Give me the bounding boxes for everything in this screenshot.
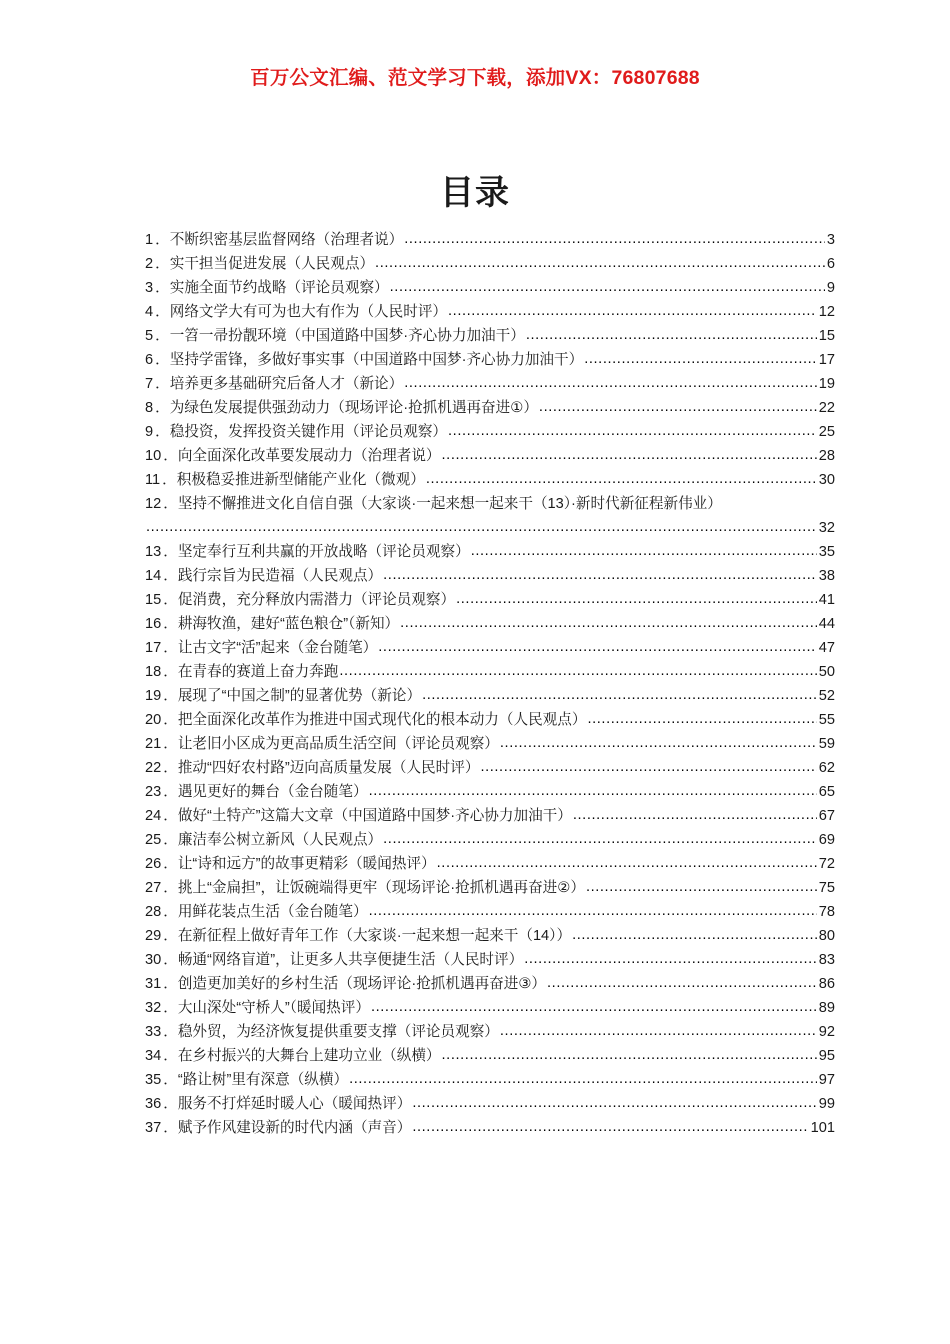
- toc-leader-dots: [404, 372, 817, 395]
- toc-entry[interactable]: [145, 732, 835, 756]
- toc-entry-number: 19: [145, 688, 162, 704]
- toc-entry-page-number: 35: [818, 544, 835, 560]
- toc-entry[interactable]: [145, 1020, 835, 1044]
- toc-entry-page-number: 101: [810, 1120, 835, 1136]
- toc-entry-number: 35: [145, 1072, 162, 1088]
- toc-entry-page-number: 99: [818, 1096, 835, 1112]
- toc-leader-dots: [584, 348, 817, 371]
- toc-entry-title: ．实施全面节约战略（评论员观察）: [155, 280, 389, 296]
- toc-leader-dots: [480, 756, 816, 779]
- toc-entry[interactable]: [145, 756, 835, 780]
- toc-entry-number: 29: [145, 928, 162, 944]
- toc-entry-title: ．积极稳妥推进新型储能产业化（微观）: [162, 472, 425, 488]
- toc-entry-title: ．稳投资，发挥投资关键作用（评论员观察）: [155, 424, 448, 440]
- toc-entry[interactable]: [145, 900, 835, 924]
- toc-leader-dots: [448, 300, 817, 323]
- toc-entry-page-number: 19: [818, 376, 835, 392]
- toc-entry[interactable]: [145, 324, 835, 348]
- toc-entry-title: ．用鲜花装点生活（金台随笔）: [163, 904, 368, 920]
- toc-entry-title: ．网络文学大有可为也大有作为（人民时评）: [155, 304, 448, 320]
- toc-entry[interactable]: [145, 684, 835, 708]
- toc-entry[interactable]: [145, 1116, 835, 1140]
- toc-entry-page-number: 15: [818, 328, 835, 344]
- toc-entry-page-number: 86: [818, 976, 835, 992]
- toc-entry-number: 4: [145, 304, 154, 320]
- toc-entry-page-number: 38: [818, 568, 835, 584]
- toc-entry-page-number: 62: [818, 760, 835, 776]
- toc-leader-dots: [400, 612, 817, 635]
- toc-entry-page-number: 92: [818, 1024, 835, 1040]
- toc-entry-page-number: 78: [818, 904, 835, 920]
- toc-entry-number: 7: [145, 376, 154, 392]
- toc-entry-page-number: 25: [818, 424, 835, 440]
- toc-entry-page-number: 55: [818, 712, 835, 728]
- toc-entry-number: 37: [145, 1120, 162, 1136]
- toc-leader-dots: [426, 468, 817, 491]
- toc-leader-dots: [371, 996, 817, 1019]
- toc-entry-number: 23: [145, 784, 162, 800]
- toc-entry-title: ．促消费，充分释放内需潜力（评论员观察）: [163, 592, 456, 608]
- toc-entry-title: ．为绿色发展提供强劲动力（现场评论·抢抓机遇再奋进①）: [155, 400, 538, 416]
- toc-entry-number: 32: [145, 1000, 162, 1016]
- toc-leader-dots: [146, 515, 817, 539]
- toc-entry-number: 5: [145, 328, 154, 344]
- toc-entry-title: ．把全面深化改革作为推进中国式现代化的根本动力（人民观点）: [163, 712, 587, 728]
- toc-entry-number: 13: [145, 544, 162, 560]
- toc-entry-title: ．让“诗和远方”的故事更精彩（暖闻热评）: [163, 856, 436, 872]
- toc-leader-dots: [442, 444, 817, 467]
- toc-entry-number: 27: [145, 880, 162, 896]
- toc-entry-number: 18: [145, 664, 162, 680]
- toc-leader-dots: [547, 972, 817, 995]
- toc-entry[interactable]: [145, 228, 835, 252]
- toc-entry[interactable]: [145, 468, 835, 492]
- toc-entry-number: 24: [145, 808, 162, 824]
- toc-leader-dots: [587, 708, 816, 731]
- toc-entry-title: ．稳外贸，为经济恢复提供重要支撑（评论员观察）: [163, 1024, 499, 1040]
- toc-entry-page-number: 41: [818, 592, 835, 608]
- toc-entry[interactable]: [145, 996, 835, 1020]
- toc-entry-number: 9: [145, 424, 154, 440]
- toc-entry-title: ．推动“四好农村路”迈向高质量发展（人民时评）: [163, 760, 480, 776]
- toc-entry-title: ．大山深处“守桥人”（暖闻热评）: [163, 1000, 370, 1016]
- toc-entry[interactable]: [145, 348, 835, 372]
- toc-leader-dots: [471, 540, 817, 563]
- toc-entry-title: ．畅通“网络盲道”，让更多人共享便捷生活（人民时评）: [163, 952, 524, 968]
- toc-entry-page-number: 80: [818, 928, 835, 944]
- toc-entry-title: ．“路让树”里有深意（纵横）: [163, 1072, 349, 1088]
- toc-entry-number: 10: [145, 448, 162, 464]
- page-title: 目录: [440, 174, 510, 212]
- toc-entry[interactable]: [145, 420, 835, 444]
- toc-entry-number: 15: [145, 592, 162, 608]
- toc-entry[interactable]: [145, 372, 835, 396]
- toc-entry-page-number: 17: [818, 352, 835, 368]
- toc-entry-page-number: 22: [818, 400, 835, 416]
- toc-leader-dots: [375, 252, 825, 275]
- toc-entry[interactable]: [145, 564, 835, 588]
- toc-entry-page-number: 47: [818, 640, 835, 656]
- toc-entry[interactable]: [145, 876, 835, 900]
- toc-leader-dots: [524, 948, 817, 971]
- toc-leader-dots: [390, 276, 825, 299]
- toc-entry-number: 8: [145, 400, 154, 416]
- toc-leader-dots: [539, 396, 817, 419]
- toc-entry-page-number: 3: [826, 232, 835, 248]
- toc-entry[interactable]: [145, 708, 835, 732]
- toc-entry-number: 3: [145, 280, 154, 296]
- toc-leader-dots: [456, 588, 817, 611]
- toc-entry-title: ．践行宗旨为民造福（人民观点）: [163, 568, 383, 584]
- toc-entry-title: ．在青春的赛道上奋力奔跑: [163, 664, 339, 680]
- toc-entry-number: 6: [145, 352, 154, 368]
- toc-entry-number: 17: [145, 640, 162, 656]
- toc-entry[interactable]: [145, 828, 835, 852]
- toc-entry-title: ．廉洁奉公树立新风（人民观点）: [163, 832, 383, 848]
- toc-entry-title: ．赋予作风建设新的时代内涵（声音）: [163, 1120, 412, 1136]
- toc-leader-dots: [349, 1068, 817, 1091]
- toc-entry-number: 21: [145, 736, 162, 752]
- toc-entry[interactable]: [145, 972, 835, 996]
- toc-leader-dots: [586, 876, 817, 899]
- toc-entry[interactable]: [145, 948, 835, 972]
- toc-entry-page-number: 28: [818, 448, 835, 464]
- toc-entry-number: 34: [145, 1048, 162, 1064]
- toc-entry[interactable]: [145, 444, 835, 468]
- toc-entry[interactable]: [145, 804, 835, 828]
- toc-entry-page-number: 44: [818, 616, 835, 632]
- toc-leader-dots: [442, 1044, 817, 1067]
- toc-leader-dots: [383, 564, 817, 587]
- toc-entry-page-number: 59: [818, 736, 835, 752]
- toc-entry[interactable]: [145, 252, 835, 276]
- toc-entry[interactable]: [145, 276, 835, 300]
- toc-entry-title: ．不断织密基层监督网络（治理者说）: [155, 232, 404, 248]
- toc-entry-title: ．耕海牧渔，建好“蓝色粮仓”（新知）: [163, 616, 400, 632]
- toc-entry[interactable]: [145, 588, 835, 612]
- toc-entry-number: 20: [145, 712, 162, 728]
- toc-leader-dots: [412, 1092, 816, 1115]
- toc-entry-title: ．做好“土特产”这篇大文章（中国道路中国梦·齐心协力加油干）: [163, 808, 572, 824]
- toc-entry-title: ．一笤一帚扮靓环境（中国道路中国梦·齐心协力加油干）: [155, 328, 525, 344]
- toc-entry-title: ．在新征程上做好青年工作（大家谈·一起来想一起来干（14））: [163, 928, 572, 944]
- toc-entry-page-number: 52: [818, 688, 835, 704]
- toc-entry-page-number: 67: [818, 808, 835, 824]
- toc-entry-number: 16: [145, 616, 162, 632]
- toc-entry-number: 36: [145, 1096, 162, 1112]
- toc-entry-page-number: 75: [818, 880, 835, 896]
- toc-leader-dots: [437, 852, 817, 875]
- table-of-contents: [145, 228, 835, 1140]
- toc-entry-number: 12: [145, 496, 162, 512]
- toc-entry[interactable]: [145, 852, 835, 876]
- toc-leader-dots: [369, 900, 817, 923]
- toc-entry-page-number: 83: [818, 952, 835, 968]
- toc-leader-dots: [526, 324, 817, 347]
- toc-leader-dots: [412, 1116, 808, 1139]
- toc-leader-dots: [448, 420, 817, 443]
- toc-entry[interactable]: [145, 612, 835, 636]
- toc-entry[interactable]: [145, 492, 835, 540]
- toc-entry[interactable]: [145, 924, 835, 948]
- toc-leader-dots: [383, 828, 817, 851]
- toc-entry-title: ．向全面深化改革要发展动力（治理者说）: [163, 448, 441, 464]
- toc-entry-page-number: 9: [826, 280, 835, 296]
- toc-entry[interactable]: [145, 1092, 835, 1116]
- toc-entry[interactable]: [145, 540, 835, 564]
- toc-entry-title: ．创造更加美好的乡村生活（现场评论·抢抓机遇再奋进③）: [163, 976, 547, 992]
- toc-entry-page-number: 97: [818, 1072, 835, 1088]
- toc-entry-number: 22: [145, 760, 162, 776]
- toc-entry[interactable]: [145, 396, 835, 420]
- toc-entry-page-number: 65: [818, 784, 835, 800]
- toc-entry-page-number: 72: [818, 856, 835, 872]
- toc-entry-page-number: 89: [818, 1000, 835, 1016]
- toc-entry-title: ．实干担当促进发展（人民观点）: [155, 256, 375, 272]
- toc-entry-number: 11: [145, 472, 161, 488]
- toc-entry[interactable]: [145, 636, 835, 660]
- toc-leader-dots: [369, 780, 817, 803]
- promo-header-text: 百万公文汇编、范文学习下载，添加VX：76807688: [250, 67, 700, 89]
- toc-entry-title: ．挑上“金扁担”，让饭碗端得更牢（现场评论·抢抓机遇再奋进②）: [163, 880, 585, 896]
- toc-entry-page-number: 95: [818, 1048, 835, 1064]
- toc-entry-page-number: 69: [818, 832, 835, 848]
- toc-entry[interactable]: [145, 780, 835, 804]
- toc-leader-dots: [500, 732, 817, 755]
- toc-entry-page-number: 12: [818, 304, 835, 320]
- toc-entry[interactable]: [145, 1068, 835, 1092]
- toc-entry-title: ．展现了“中国之制”的显著优势（新论）: [163, 688, 422, 704]
- toc-entry-number: 2: [145, 256, 154, 272]
- toc-entry-number: 30: [145, 952, 162, 968]
- toc-entry-title: ．遇见更好的舞台（金台随笔）: [163, 784, 368, 800]
- toc-entry[interactable]: [145, 300, 835, 324]
- toc-entry-title: ．坚定奉行互利共赢的开放战略（评论员观察）: [163, 544, 470, 560]
- toc-entry[interactable]: [145, 1044, 835, 1068]
- toc-entry-title: ．服务不打烊延时暖人心（暖闻热评）: [163, 1096, 412, 1112]
- toc-entry-number: 33: [145, 1024, 162, 1040]
- toc-leader-dots: [573, 804, 817, 827]
- toc-entry-number: 26: [145, 856, 162, 872]
- toc-entry-number: 31: [145, 976, 162, 992]
- toc-entry-page-number: 6: [826, 256, 835, 272]
- toc-entry-title: ．坚持学雷锋，多做好事实事（中国道路中国梦·齐心协力加油干）: [155, 352, 584, 368]
- toc-entry-title: ．让古文字“活”起来（金台随笔）: [163, 640, 378, 656]
- toc-leader-dots: [404, 228, 825, 251]
- toc-entry-number: 25: [145, 832, 162, 848]
- toc-entry-number: 28: [145, 904, 162, 920]
- toc-leader-dots: [422, 684, 817, 707]
- toc-entry-number: 1: [145, 232, 154, 248]
- toc-entry[interactable]: [145, 660, 835, 684]
- toc-leader-dots: [572, 924, 817, 947]
- toc-entry-page-number: 32: [818, 520, 835, 536]
- toc-entry-title: ．在乡村振兴的大舞台上建功立业（纵横）: [163, 1048, 441, 1064]
- toc-entry-number: 14: [145, 568, 162, 584]
- toc-entry-title: ．坚持不懈推进文化自信自强（大家谈·一起来想一起来干（13）·新时代新征程新伟业）: [163, 496, 722, 512]
- toc-leader-dots: [339, 660, 816, 683]
- toc-leader-dots: [500, 1020, 817, 1043]
- toc-entry-title: ．让老旧小区成为更高品质生活空间（评论员观察）: [163, 736, 499, 752]
- toc-entry-page-number: 50: [818, 664, 835, 680]
- toc-leader-dots: [378, 636, 816, 659]
- toc-entry-title: ．培养更多基础研究后备人才（新论）: [155, 376, 404, 392]
- toc-entry-page-number: 30: [818, 472, 835, 488]
